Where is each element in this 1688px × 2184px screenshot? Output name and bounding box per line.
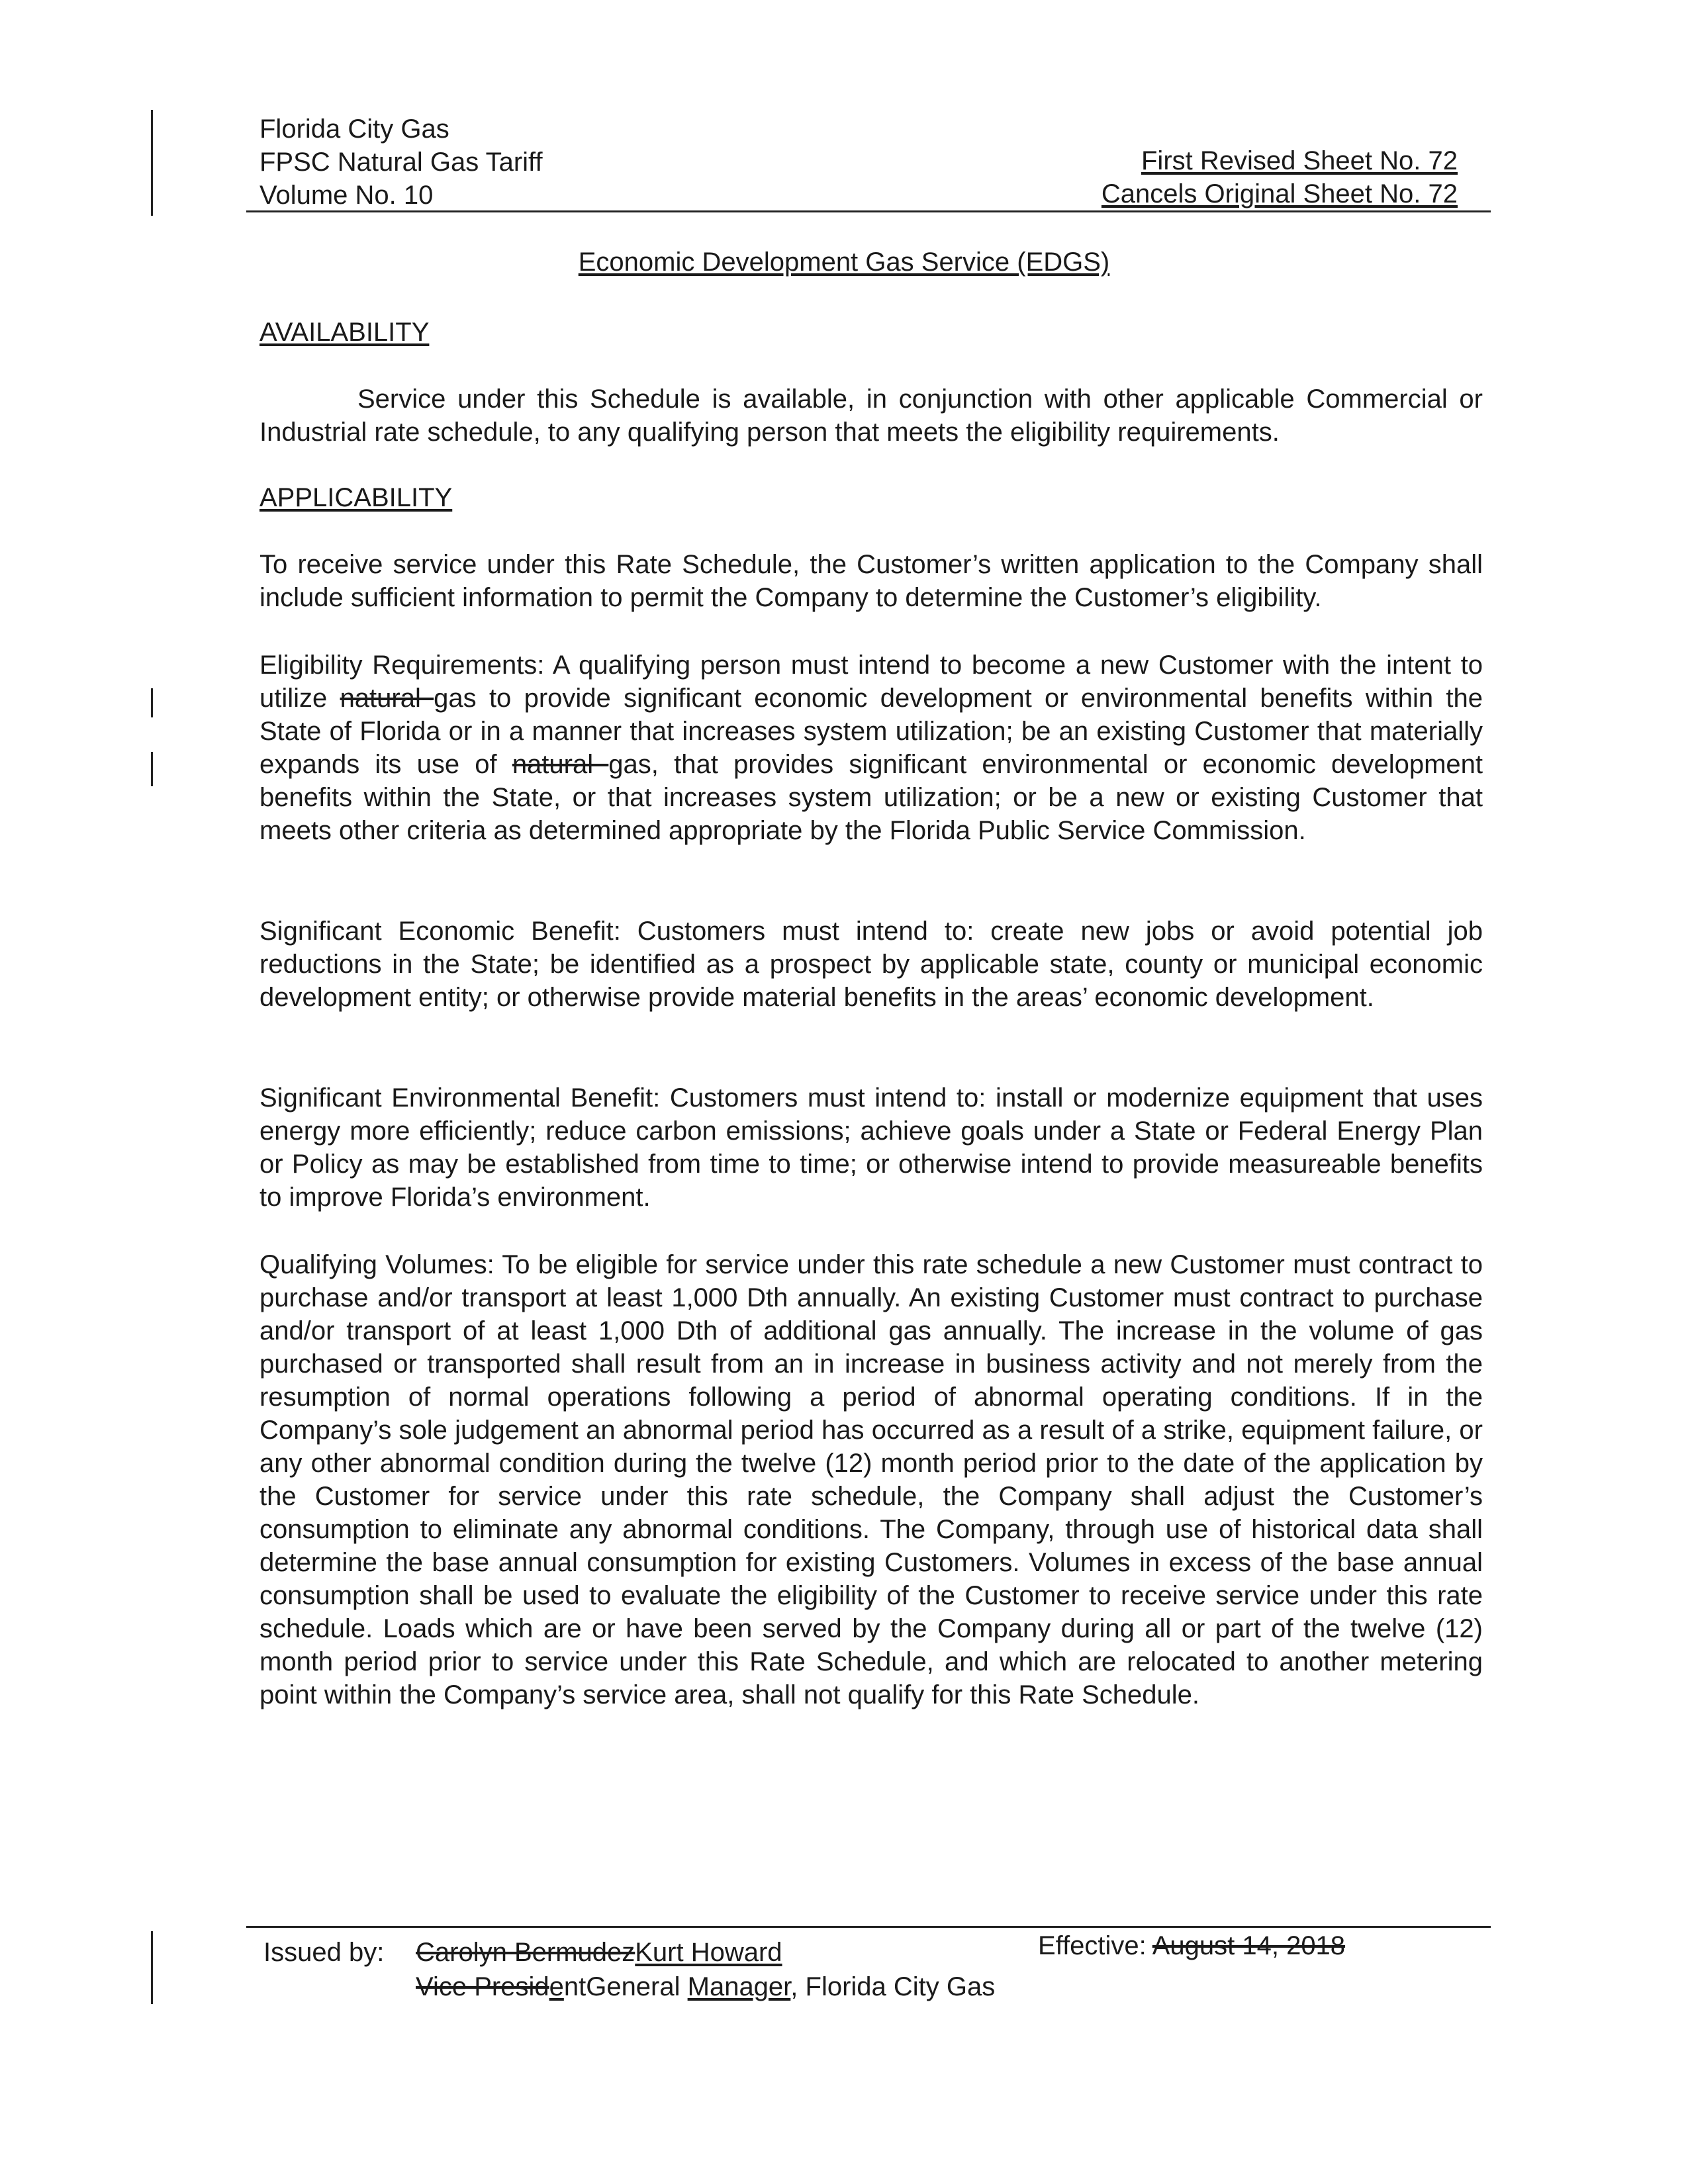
volume-number: Volume No. 10: [259, 181, 434, 210]
eligibility-requirements: [259, 649, 1483, 847]
issuer-old-name: Carolyn Bermudez: [416, 1938, 635, 1967]
header-rule: [246, 210, 1491, 212]
qualifying-volumes-text: Qualifying Volumes: To be eligible for service under this rate schedule a new Customer must contract to purchase and/or transport at least 1,000 Dth annually. An existing Customer must contract to purchase and/or transport of at least 1,000 Dth of additional gas annually. The increase in the volume of gas purchased or transported shall result from an in increase in business activity and not merely from the resumption of normal operations following a period of abnormal operating conditions. If in the Company’s sole judgement an abnormal period has occurred as a result of a strike, equipment failure, or any other abnormal condition during the twelve (12) month period prior to the date of the application by the Customer for service under this rate schedule, the Company shall adjust the Customer’s consumption to eliminate any abnormal conditions. The Company, through use of historical data shall determine the base annual consumption for existing Customers. Volumes in excess of the base annual consumption shall be used to evaluate the eligibility of the Customer to receive service under this rate schedule. Loads which are or have been served by the Company during all or part of the twelve (12) month period prior to service under this Rate Schedule, and which are relocated to another metering point within the Company’s service area, shall not qualify for this Rate Schedule.: [259, 1250, 1483, 1709]
issuer-new-name: Kurt Howard: [635, 1938, 782, 1967]
issuer-title-suffix: nt: [563, 1972, 586, 2001]
revision-bar-footer: [151, 1931, 153, 2004]
eligibility-struck-2: natural: [512, 750, 609, 779]
header-right: [1102, 144, 1458, 210]
issuer-old-title: Vice Presid: [416, 1972, 549, 2001]
cancels-sheet: Cancels Original Sheet No. 72: [1101, 179, 1458, 208]
document-title: Economic Development Gas Service (EDGS): [578, 248, 1110, 277]
revision-bar-eligibility-1: [151, 688, 153, 717]
effective-date-block: [1038, 1931, 1345, 1961]
applicability-heading: APPLICABILITY: [259, 483, 453, 512]
issued-by-label: Issued by:: [263, 1938, 385, 1967]
availability-heading: AVAILABILITY: [259, 318, 430, 347]
sheet-number: First Revised Sheet No. 72: [1141, 146, 1458, 175]
tariff-name: FPSC Natural Gas Tariff: [259, 148, 543, 177]
effective-label: Effective:: [1038, 1931, 1152, 1960]
environmental-benefit-text: Significant Environmental Benefit: Customers must intend to: install or modernize equipment that uses energy more efficiently; reduce carbon emissions; achieve goals under a State or Federal Energy Plan or Policy as may be established from time to time; or otherwise intend to provide measureable benefits to improve Florida’s environment.: [259, 1083, 1483, 1212]
company-name: Florida City Gas: [259, 114, 449, 144]
economic-benefit-text: Significant Economic Benefit: Customers must intend to: create new jobs or avoid potential job reductions in the State; be identified as a prospect by applicable state, county or municipal economic development entity; or otherwise provide material benefits in the areas’ economic development.: [259, 917, 1483, 1012]
applicability-text: To receive service under this Rate Schedule, the Customer’s written application to the Company shall include sufficient information to permit the Company to determine the Customer’s eligibility.: [259, 550, 1483, 612]
footer-rule: [246, 1926, 1491, 1928]
issuer-new-title-b: Manager: [687, 1972, 791, 2001]
eligibility-text-3: gas, that provides significant environmental or economic development benefits within the State, or that increases system utilization; or be a new or existing Customer that meets other criteria as determined appropriate by the Florida Public Service Commission.: [259, 750, 1483, 845]
issued-by-block: [263, 1935, 995, 2004]
eligibility-text-2: gas to provide significant economic development or environmental benefits within the State of Florida or in a manner that increases system utilization; be an existing Customer that materially expands its use of: [259, 684, 1483, 779]
effective-old-date: August 14, 2018: [1152, 1931, 1346, 1960]
revision-bar-eligibility-2: [151, 752, 153, 786]
issuer-new-title-a: General: [586, 1972, 688, 2001]
revision-bar-header: [151, 110, 153, 216]
header-left: [259, 113, 543, 212]
issued-line-1: [263, 1935, 995, 1970]
eligibility-text-1: Eligibility Requirements: A qualifying person must intend to become a new Customer with the intent to utilize: [259, 651, 1483, 713]
issuer-organization: , Florida City Gas: [790, 1972, 996, 2001]
issuer-title-shared-letter: e: [549, 1972, 564, 2001]
issued-line-2: [263, 1970, 995, 2004]
eligibility-struck-1: natural: [340, 684, 434, 713]
availability-text: Service under this Schedule is available, in conjunction with other applicable Commercial or Industrial rate schedule, to any qualifying person that meets the eligibility requirements.: [259, 385, 1483, 447]
